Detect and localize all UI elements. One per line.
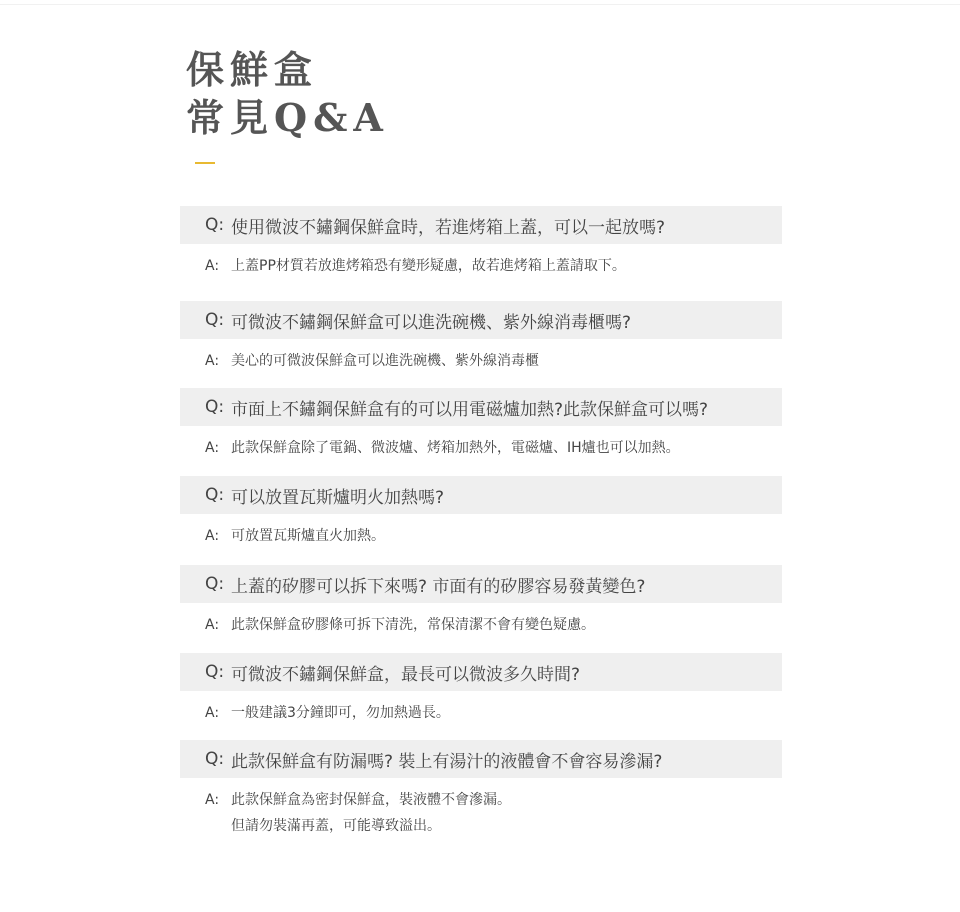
q-prefix: Q: [205,310,225,330]
a-prefix: A: [205,705,220,721]
faq-question-text-2: 可微波不鏽鋼保鮮盒可以進洗碗機、紫外線消毒櫃嗎? [231,312,632,333]
faq-question-text-3: 市面上不鏽鋼保鮮盒有的可以用電磁爐加熱?此款保鮮盒可以嗎? [231,399,709,420]
faq-question-text-6: 可微波不鏽鋼保鮮盒，最長可以微波多久時間? [231,664,581,685]
faq-answer-text-5: 此款保鮮盒矽膠條可拆下清洗，常保清潔不會有變色疑慮。 [231,617,595,633]
faq-answer-1 [180,253,782,279]
faq-answer-text-6: 一般建議3分鐘即可，勿加熱過長。 [231,705,450,721]
page-title-line-1: 保鮮盒 [186,47,319,92]
q-prefix: Q: [205,574,225,594]
faq-item-3 [180,388,782,461]
faq-question-7 [180,740,782,778]
faq-item-6 [180,653,782,726]
a-prefix: A: [205,792,220,808]
a-prefix: A: [205,353,220,369]
a-prefix: A: [205,528,220,544]
faq-answer-text-3: 此款保鮮盒除了電鍋、微波爐、烤箱加熱外，電磁爐、IH爐也可以加熱。 [231,440,680,456]
q-prefix: Q: [205,215,225,235]
faq-answer-text-2: 美心的可微波保鮮盒可以進洗碗機、紫外線消毒櫃 [231,353,539,369]
faq-item-1 [180,206,782,279]
faq-answer-text-1: 上蓋PP材質若放進烤箱恐有變形疑慮，故若進烤箱上蓋請取下。 [231,258,626,274]
a-prefix: A: [205,440,220,456]
faq-answer-6 [180,700,782,726]
faq-answer-2 [180,348,782,374]
faq-item-5 [180,565,782,638]
faq-answer-7 [180,787,782,839]
faq-question-text-7: 此款保鮮盒有防漏嗎? 裝上有湯汁的液體會不會容易滲漏? [231,751,663,772]
a-prefix: A: [205,617,220,633]
faq-question-4 [180,476,782,514]
faq-question-text-5: 上蓋的矽膠可以拆下來嗎? 市面有的矽膠容易發黃變色? [231,576,646,597]
faq-question-6 [180,653,782,691]
faq-item-4 [180,476,782,549]
faq-question-text-1: 使用微波不鏽鋼保鮮盒時，若進烤箱上蓋，可以一起放嗎? [231,217,666,238]
faq-answer-5 [180,612,782,638]
q-prefix: Q: [205,397,225,417]
faq-answer-text-7-line-2: 但請勿裝滿再蓋，可能導致溢出。 [231,818,441,834]
faq-question-5 [180,565,782,603]
faq-answer-4 [180,523,782,549]
q-prefix: Q: [205,662,225,682]
a-prefix: A: [205,258,220,274]
title-accent-line [195,162,215,164]
faq-answer-3 [180,435,782,461]
faq-question-2 [180,301,782,339]
page-title [186,46,389,142]
page-title-line-2: 常見Q&A [186,95,389,140]
faq-question-text-4: 可以放置瓦斯爐明火加熱嗎? [231,487,445,508]
faq-question-1 [180,206,782,244]
top-divider [0,4,960,5]
q-prefix: Q: [205,485,225,505]
faq-item-2 [180,301,782,374]
faq-question-3 [180,388,782,426]
q-prefix: Q: [205,749,225,769]
faq-answer-text-7-line-1: 此款保鮮盒為密封保鮮盒，裝液體不會滲漏。 [231,792,511,808]
faq-answer-text-4: 可放置瓦斯爐直火加熱。 [231,528,385,544]
faq-item-7 [180,740,782,839]
